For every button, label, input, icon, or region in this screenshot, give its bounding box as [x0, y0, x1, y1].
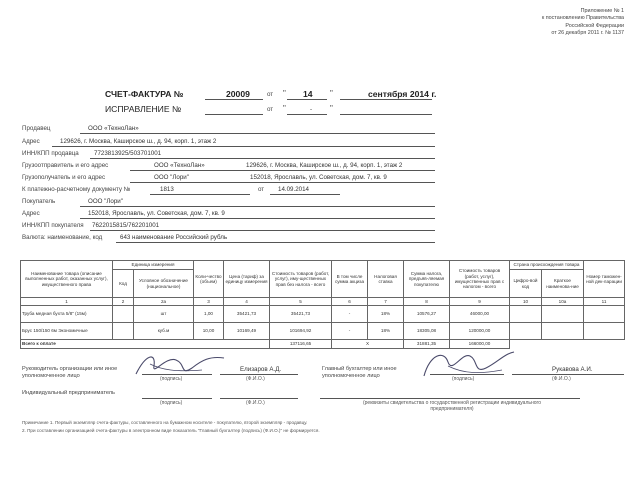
note-line: 2. При составлении организацией счета-фактуры в электронном виде показатель "Главный бухгалтер (подпись) (Ф.И.О.)" не формируется.: [22, 428, 320, 433]
row-price: 10169,49: [224, 323, 270, 340]
header-name: Наименование товара (описание выполненных работ, оказанных услуг), имущественного права: [21, 261, 113, 298]
underline: [512, 374, 624, 375]
seller-label: Продавец: [22, 125, 51, 132]
row-tax: 10576,27: [404, 306, 450, 323]
row-cost-with-tax: 120000,00: [450, 323, 510, 340]
invoice-number: 20009: [226, 89, 250, 99]
row-name: Брус 150/150 6м Экономичные: [21, 323, 113, 340]
invoice-day: 14: [303, 89, 313, 99]
header-origin-code: Цифро-вой код: [510, 270, 542, 298]
total-label: Всего к оплате: [21, 340, 270, 349]
consignee-value: ООО "Лори": [154, 174, 189, 181]
total-tax: 31881,35: [404, 340, 450, 349]
column-number: 9: [450, 298, 510, 306]
payment-from-label: от: [258, 186, 265, 193]
underline: [116, 242, 435, 243]
note-line: Примечание 1. Первый экземпляр счета-фактуры, составленного на бумажном носителе - покупателю, второй экземпляр - продавцу.: [22, 420, 308, 425]
header-cost-with-tax: Стоимость товаров (работ, услуг), имущественных прав с налогом - всего: [450, 261, 510, 298]
row-excise: -: [332, 323, 368, 340]
row-unit: шт: [134, 306, 194, 323]
buyer-address-value: 152018, Ярославль, ул. Советская, дом. 7, кв. 9: [88, 210, 225, 217]
head-name: Елизаров А.Д.: [240, 366, 282, 373]
registration-caption: (реквизиты свидетельства о государственной регистрации индивидуального предпринимателя): [362, 400, 542, 413]
header-tax-rate: Налоговая ставка: [368, 261, 404, 298]
column-number: 2а: [134, 298, 194, 306]
seller-address-label: Адрес: [22, 138, 40, 145]
invoice-month-year: сентября 2014 г.: [368, 89, 437, 99]
row-unit-code: [113, 306, 134, 323]
header-unit-name: Условное обозначение (национальное): [134, 270, 194, 298]
row-excise: -: [332, 306, 368, 323]
correction-label: ИСПРАВЛЕНИЕ №: [105, 104, 182, 114]
payment-date-value: 14.09.2014: [278, 186, 309, 193]
underline: [287, 99, 327, 100]
head-fio-caption: (Ф.И.О.): [246, 376, 265, 382]
header-cost-without-tax: Стоимость товаров (работ, услуг), иму-щественных прав без налога - всего: [270, 261, 332, 298]
underline: [52, 146, 435, 147]
payment-doc-label: К платежно-расчетному документу №: [22, 186, 131, 193]
accountant-signature: [418, 344, 518, 384]
correction-date: -: [310, 106, 313, 113]
underline: [340, 114, 432, 115]
header-origin: Страна происхождения товара: [510, 261, 584, 270]
underline: [90, 158, 435, 159]
row-origin-name: [542, 323, 584, 340]
row-unit-code: [113, 323, 134, 340]
header-qty: Коли-чество (объем): [194, 261, 224, 298]
buyer-label: Покупатель: [22, 198, 56, 205]
underline: [130, 182, 435, 183]
underline: [80, 218, 435, 219]
row-cost-without-tax: 35421,73: [270, 306, 332, 323]
row-price: 35421,73: [224, 306, 270, 323]
row-cost-without-tax: 101694,92: [270, 323, 332, 340]
underline: [220, 398, 298, 399]
row-origin-code: [510, 306, 542, 323]
appendix-line: Российской Федерации: [565, 22, 624, 29]
header-customs: Номер таможен-ной дек-ларации: [584, 261, 625, 298]
invoice-title: СЧЕТ-ФАКТУРА №: [105, 89, 184, 99]
accountant-fio-caption: (Ф.И.О.): [552, 376, 571, 382]
underline: [205, 114, 263, 115]
column-number: 5: [270, 298, 332, 306]
underline: [270, 194, 340, 195]
row-origin-name: [542, 306, 584, 323]
buyer-value: ООО "Лори": [88, 198, 123, 205]
column-number: 2: [113, 298, 134, 306]
row-customs: [584, 323, 625, 340]
row-tax: 18305,08: [404, 323, 450, 340]
underline: [340, 99, 432, 100]
underline: [130, 170, 435, 171]
total-with-tax: 166000,00: [450, 340, 510, 349]
column-number: 3: [194, 298, 224, 306]
column-number: 10: [510, 298, 542, 306]
total-excise: X: [332, 340, 404, 349]
ip-label: Индивидуальный предприниматель: [22, 390, 115, 396]
column-number: 4: [224, 298, 270, 306]
total-without-tax: 137116,65: [270, 340, 332, 349]
accountant-sign-caption: (подпись): [452, 376, 475, 382]
underline: [90, 230, 435, 231]
accountant-name: Рукавова А.И.: [552, 366, 593, 373]
seller-address-value: 129626, г. Москва, Каширское ш., д. 94, корп. 1, этаж 2: [60, 138, 217, 145]
row-qty: 1,00: [194, 306, 224, 323]
consignee-address-value: 152018, Ярославль, ул. Советская, дом. 7, кв. 9: [250, 174, 387, 181]
currency-label: Валюта: наименование, код: [22, 234, 103, 241]
seller-value: ООО «ТехноЛан»: [88, 125, 139, 132]
row-origin-code: [510, 323, 542, 340]
row-customs: [584, 306, 625, 323]
appendix-line: от 26 декабря 2011 г. № 1137: [551, 30, 624, 37]
ip-fio-caption: (Ф.И.О.): [246, 400, 265, 406]
header-unit: Единица измерения: [113, 261, 194, 270]
header-price: Цена (тариф) за единицу измерения: [224, 261, 270, 298]
inn-seller-label: ИНН/КПП продавца: [22, 150, 79, 157]
total-row: [21, 340, 625, 349]
shipper-value: ООО «ТехноЛан»: [154, 162, 205, 169]
inn-buyer-label: ИНН/КПП покупателя: [22, 222, 84, 229]
row-unit: куб.м: [134, 323, 194, 340]
column-number: 1: [21, 298, 113, 306]
head-sign-caption: (подпись): [160, 376, 183, 382]
ip-sign-caption: (подпись): [160, 400, 183, 406]
row-cost-with-tax: 46000,00: [450, 306, 510, 323]
table-row: [21, 323, 625, 340]
column-number: 11: [584, 298, 625, 306]
from-label: от: [267, 91, 274, 98]
column-number: 10а: [542, 298, 584, 306]
header-excise: В том числе сумма акциза: [332, 261, 368, 298]
table-row: [21, 306, 625, 323]
payment-doc-value: 1813: [160, 186, 174, 193]
column-number: 7: [368, 298, 404, 306]
underline: [320, 398, 580, 399]
underline: [220, 374, 298, 375]
buyer-address-label: Адрес: [22, 210, 40, 217]
invoice-table: [20, 260, 625, 349]
appendix-line: Приложение № 1: [580, 8, 624, 14]
correction-from-label: от: [267, 106, 274, 113]
header-unit-code: Код: [113, 270, 134, 298]
column-number: 8: [404, 298, 450, 306]
underline: [80, 206, 435, 207]
underline: [150, 194, 250, 195]
appendix-block: [542, 8, 624, 38]
underline: [142, 398, 212, 399]
underline: [205, 99, 263, 100]
row-rate: 18%: [368, 306, 404, 323]
head-signature: [132, 346, 230, 382]
appendix-line: к постановлению Правительства: [541, 15, 624, 22]
shipper-address-value: 129626, г. Москва, Каширское ш., д. 94, корп. 1, этаж 2: [246, 162, 403, 169]
inn-buyer-value: 7622015815/762201001: [92, 222, 160, 229]
row-name: Труба медная бухта 5/8" (15м): [21, 306, 113, 323]
accountant-label: Главный бухгалтер или иное уполномоченное лицо: [322, 366, 397, 379]
inn-seller-value: 7723813925/503701001: [94, 150, 162, 157]
row-qty: 10,00: [194, 323, 224, 340]
column-number: 6: [332, 298, 368, 306]
head-label: Руководитель организации или иное уполномоченное лицо: [22, 366, 118, 379]
header-tax-amount: Сумма налога, предъяв-ляемая покупателю: [404, 261, 450, 298]
row-rate: 18%: [368, 323, 404, 340]
consignee-label: Грузополучатель и его адрес: [22, 174, 106, 181]
underline: [287, 114, 327, 115]
header-origin-name: Краткое наименова-ние: [542, 270, 584, 298]
underline: [80, 133, 435, 134]
shipper-label: Грузоотправитель и его адрес: [22, 162, 109, 169]
currency-value: 643 наименование Российский рубль: [120, 234, 228, 241]
